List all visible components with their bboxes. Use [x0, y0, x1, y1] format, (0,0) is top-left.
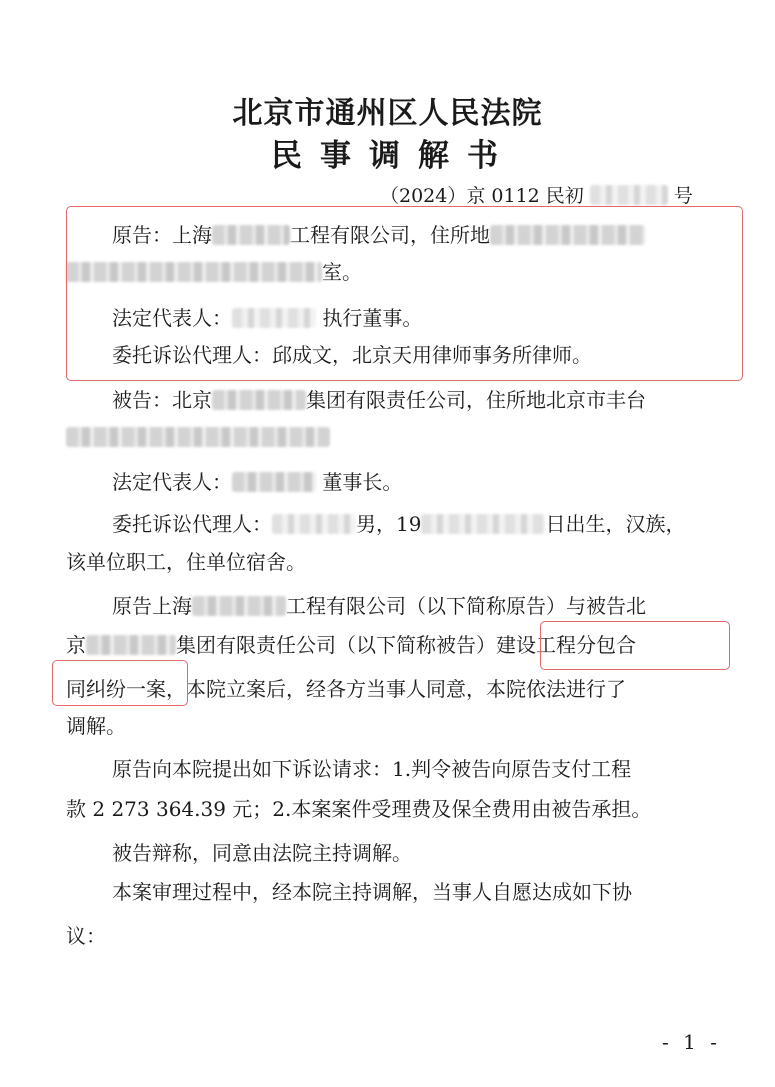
- annotation-box-plaintiff: [66, 206, 743, 381]
- paragraph-2-line-1: 原告向本院提出如下诉讼请求：1.判令被告向原告支付工程: [112, 757, 632, 781]
- defendant-prefix: 被告：北京: [112, 388, 212, 412]
- paragraph-4-line-1: 本案审理过程中，经本院主持调解，当事人自愿达成如下协: [112, 880, 632, 904]
- plaintiff-prefix: 原告：上海: [112, 223, 212, 247]
- p1-start: 原告上海: [112, 594, 192, 618]
- paragraph-2-line-2: 款 2 273 364.39 元；2.本案案件受理费及保全费用由被告承担。: [66, 797, 652, 821]
- paragraph-1-line-1: [112, 592, 646, 620]
- defendant-rep-title: 董事长。: [322, 470, 403, 494]
- p1-l2-rest: 集团有限责任公司（以下简称被告）建设工程分包合: [176, 633, 636, 657]
- defendant-line-1: [112, 386, 646, 414]
- p1-l2-start: 京: [66, 633, 86, 657]
- defendant-agent-birth: 日出生，汉族，: [545, 512, 686, 536]
- redaction-mark: [212, 390, 306, 410]
- court-name: 北京市通州区人民法院: [232, 96, 543, 131]
- redaction-mark: [421, 514, 545, 534]
- annotation-box-case-type-1: [540, 621, 730, 670]
- plaintiff-rep-label: 法定代表人：: [112, 306, 232, 330]
- paragraph-1-line-4: 调解。: [66, 714, 126, 738]
- defendant-line-2: [66, 423, 330, 451]
- defendant-agent-line-1: [112, 510, 685, 538]
- redaction-mark: [66, 427, 330, 447]
- redaction-mark: [272, 514, 356, 534]
- redaction-mark: [590, 185, 668, 205]
- case-number: [380, 181, 693, 208]
- defendant-agent-line-2: 该单位职工，住单位宿舍。: [66, 550, 306, 574]
- redaction-mark: [232, 472, 316, 492]
- annotation-box-case-type-2: [52, 660, 188, 706]
- defendant-agent-label: 委托诉讼代理人：: [112, 512, 272, 536]
- paragraph-4-line-2: 议：: [66, 924, 106, 948]
- defendant-rep-label: 法定代表人：: [112, 470, 232, 494]
- plaintiff-address-end: 室。: [322, 260, 362, 284]
- case-number-suffix: 号: [673, 185, 693, 207]
- page-number: - 1 -: [662, 1030, 721, 1054]
- p1-rest: 工程有限公司（以下简称原告）与被告北: [286, 594, 646, 618]
- defendant-company: 集团有限责任公司，住所地北京市丰台: [306, 388, 646, 412]
- document-title: 民事调解书: [271, 138, 516, 174]
- defendant-representative: [112, 468, 402, 496]
- redaction-mark: [192, 596, 286, 616]
- paragraph-1-line-3: 同纠纷一案，本院立案后，经各方当事人同意，本院依法进行了: [66, 677, 626, 701]
- case-number-prefix: （2024）京 0112 民初: [380, 185, 584, 207]
- plaintiff-rep-title: 执行董事。: [322, 306, 423, 330]
- plaintiff-company: 工程有限公司，住所地: [290, 223, 490, 247]
- defendant-agent-gender: 男，19: [356, 512, 422, 536]
- redaction-mark: [86, 635, 176, 655]
- plaintiff-agent: 委托诉讼代理人：邱成文，北京天用律师事务所律师。: [112, 343, 592, 367]
- paragraph-3: 被告辩称，同意由法院主持调解。: [112, 841, 412, 865]
